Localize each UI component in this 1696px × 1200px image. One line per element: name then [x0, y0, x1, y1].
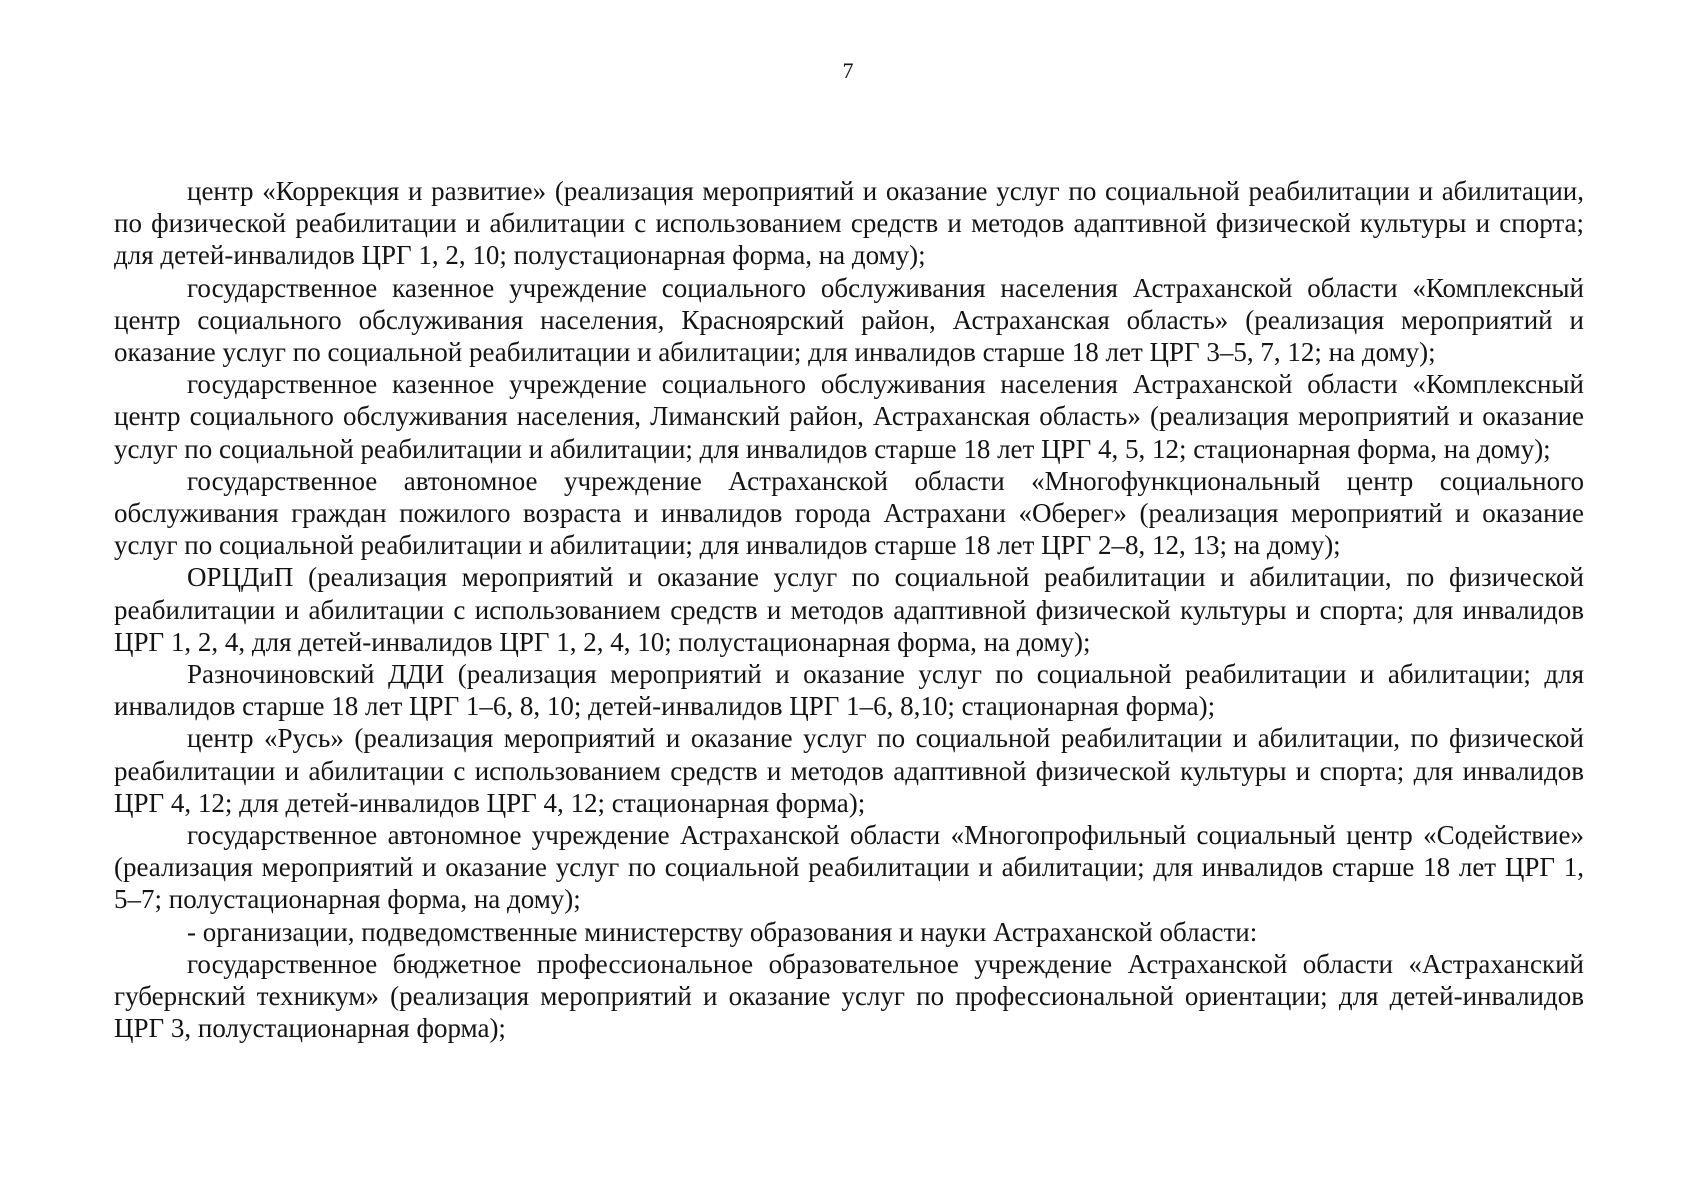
- paragraph-correction-center: центр «Коррекция и развитие» (реализация мероприятий и оказание услуг по социальной реабилитации и абилитации, по физической реабилитации и абилитации с использованием средств и методов адаптивной физической культуры и спорта; для детей-инвалидов ЦРГ 1, 2, 10; полустационарная форма, на дому);: [114, 176, 1584, 271]
- paragraph-limansky-center: государственное казенное учреждение социального обслуживания населения Астраханской области «Комплексный центр социального обслуживания населения, Лиманский район, Астраханская область» (реализация мероприятий и оказание услуг по социальной реабилитации и абилитации; для инвалидов старше 18 лет ЦРГ 4, 5, 12; стационарная форма, на дому);: [114, 369, 1584, 464]
- document-body: [114, 175, 1584, 1044]
- paragraph-raznochinovsky-ddi: Разночиновский ДДИ (реализация мероприятий и оказание услуг по социальной реабилитации и абилитации; для инвалидов старше 18 лет ЦРГ 1–6, 8, 10; детей-инвалидов ЦРГ 1–6, 8,10; стационарная форма);: [114, 659, 1584, 722]
- paragraph-rus-center: центр «Русь» (реализация мероприятий и оказание услуг по социальной реабилитации и абилитации, по физической реабилитации и абилитации с использованием средств и методов адаптивной физической культуры и спорта; для инвалидов ЦРГ 4, 12; для детей-инвалидов ЦРГ 4, 12; стационарная форма);: [114, 723, 1584, 818]
- paragraph-orcdip: ОРЦДиП (реализация мероприятий и оказание услуг по социальной реабилитации и абилитации, по физической реабилитации и абилитации с использованием средств и методов адаптивной физической культуры и спорта; для инвалидов ЦРГ 1, 2, 4, для детей-инвалидов ЦРГ 1, 2, 4, 10; полустационарная форма, на дому);: [114, 562, 1584, 657]
- paragraph-education-ministry-orgs: - организации, подведомственные министерству образования и науки Астраханской области:: [187, 916, 1258, 947]
- paragraph-obereg-center: государственное автономное учреждение Астраханской области «Многофункциональный центр социального обслуживания граждан пожилого возраста и инвалидов города Астрахани «Оберег» (реализация мероприятий и оказание услуг по социальной реабилитации и абилитации; для инвалидов старше 18 лет ЦРГ 2–8, 12, 13; на дому);: [114, 465, 1584, 561]
- paragraph-gubernsky-technikum: государственное бюджетное профессиональное образовательное учреждение Астраханской области «Астраханский губернский техникум» (реализация мероприятий и оказание услуг по профессиональной ориентации; для детей-инвалидов ЦРГ 3, полустационарная форма);: [114, 948, 1584, 1044]
- paragraph-sodeystvie-center: государственное автономное учреждение Астраханской области «Многопрофильный социальный центр «Содействие» (реализация мероприятий и оказание услуг по социальной реабилитации и абилитации; для инвалидов старше 18 лет ЦРГ 1, 5–7; полустационарная форма, на дому);: [114, 820, 1584, 915]
- page-number: 7: [842, 58, 854, 83]
- paragraph-krasnoyarsk-center: государственное казенное учреждение социального обслуживания населения Астраханской области «Комплексный центр социального обслуживания населения, Красноярский район, Астраханская область» (реализация мероприятий и оказание услуг по социальной реабилитации и абилитации; для инвалидов старше 18 лет ЦРГ 3–5, 7, 12; на дому);: [114, 272, 1584, 368]
